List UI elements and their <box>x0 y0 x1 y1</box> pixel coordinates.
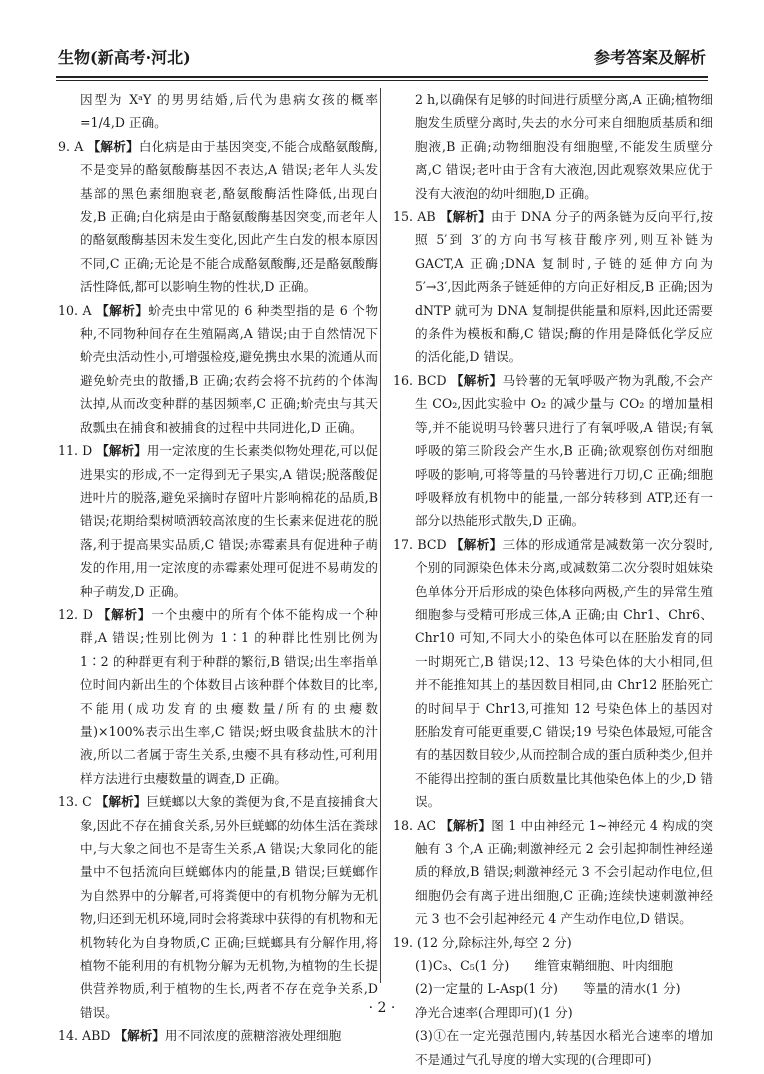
answer-text: 图 1 中由神经元 1~神经元 4 构成的突触有 3 个,A 正确;刺激神经元 2 会引起抑制性神经递质的释放,B 错误;刺激神经元 3 不会引起动作电位,但细胞仍会有离子进出细胞,C 正确;连续快速刺激神经元 3 也不会引起神经元 4 产生动作电位,D 错误。 <box>415 817 714 927</box>
answer-text: 三体的形成通常是减数第一次分裂时,个别的同源染色体未分离,或减数第二次分裂时姐妹染色单体分开后形成的染色体移向两极,产生的异常生殖细胞参与受精可形成三体,A 正确;由 Chr1、Chr6、Chr10 可知,不同大小的染色体可以在胚胎发育的同一时期死亡,B 错误;12、13 号染色体的大小相同,但并不能推知其上的基因数目相同,由 Chr12 胚胎死亡的时间早于 Chr13,可推知 12 号染色体上的基因对胚胎发育可能更重要,C 错误;19 号染色体最短,可能含有的基因数目较少,从而控制合成的蛋白质种类少,但并不能得出控制的蛋白质数量比其他染色体上的少,D 错误。 <box>415 536 714 810</box>
analysis-tag: 【解析】 <box>96 302 149 318</box>
header-title-right: 参考答案及解析 <box>593 48 706 67</box>
header-rule-thin <box>56 80 708 81</box>
answer-paragraph <box>58 603 378 790</box>
answer-paragraph <box>393 369 713 533</box>
answer-paragraph <box>58 439 378 603</box>
answer-text: 用一定浓度的生长素类似物处理花,可以促进果实的形成,不一定得到无子果实,A 错误;脱落酸促进叶片的脱落,避免采摘时存留叶片影响棉花的品质,B 错误;花期给梨树喷洒较高浓度的生长素来促进花的脱落,利于提高果实品质,C 错误;赤霉素具有促进种子萌发的作用,用一定浓度的赤霉素处理可促进不易萌发的种子萌发,D 正确。 <box>80 443 378 599</box>
answer-paragraph <box>58 299 378 439</box>
column-divider <box>380 88 381 983</box>
question-number: 17. BCD <box>393 536 447 552</box>
question-number: 19. <box>393 934 414 950</box>
answer-paragraph <box>393 977 713 1000</box>
analysis-tag: 【解析】 <box>95 794 147 810</box>
header-rule-thick <box>56 76 708 78</box>
answer-paragraph <box>393 88 713 205</box>
answer-paragraph <box>58 135 378 299</box>
question-number: 10. A <box>58 302 92 318</box>
answer-text: 一个虫瘿中的所有个体不能构成一个种群,A 错误;性别比例为 1∶1 的种群比性别比例为 1∶2 的种群更有利于种群的繁衍,B 错误;出生率指单位时间内新出生的个体数目占该种群个体数目的比率,不能用(成功发育的虫瘿数量/所有的虫瘿数量)×100%表示出生率,C 错误;蚜虫吸食盐肤木的汁液,所以二者属于寄生关系,虫瘿不具有移动性,可利用样方法进行虫瘿数量的调查,D 正确。 <box>80 606 378 786</box>
answer-paragraph <box>58 1024 378 1047</box>
question-number: 15. AB <box>393 209 436 225</box>
answer-text: 白化病是由于基因突变,不能合成酪氨酸酶,不是变异的酪氨酸酶基因不表达,A 错误;老年人头发基部的黑色素细胞衰老,酪氨酸酶活性降低,出现白发,B 正确;白化病是由于酪氨酸酶基因突变,而老年人的酪氨酸酶基因未发生变化,因此产生白发的根本原因不同,C 正确;无论是不能合成酪氨酸酶,还是酪氨酸酶活性降低,都可以影响生物的性状,D 正确。 <box>80 138 379 295</box>
right-column <box>393 88 713 1071</box>
answer-paragraph <box>393 954 713 977</box>
analysis-tag: 【解析】 <box>97 606 152 622</box>
analysis-tag: 【解析】 <box>114 1028 165 1044</box>
header-title-left: 生物(新高考·河北) <box>58 48 191 67</box>
analysis-tag: 【解析】 <box>96 443 147 459</box>
analysis-tag: 【解析】 <box>450 372 503 388</box>
question-number: 11. D <box>58 443 93 459</box>
analysis-tag: 【解析】 <box>440 817 492 833</box>
left-column <box>58 88 378 1048</box>
page-header <box>56 44 708 74</box>
question-number: 16. BCD <box>393 372 447 388</box>
answer-text: 2 h,以确保有足够的时间进行质壁分离,A 正确;植物细胞发生质壁分离时,失去的水分可来自细胞质基质和细胞液,B 正确;动物细胞没有细胞壁,不能发生质壁分离,C 错误;老叶由于含有大液泡,因此观察效果应优于没有大液泡的幼叶细胞,D 正确。 <box>415 92 713 201</box>
answer-text: (3)①在一定光强范围内,转基因水稻光合速率的增加不是通过气孔导度的增大实现的(合理即可) <box>415 1028 713 1067</box>
analysis-tag: 【解析】 <box>439 209 492 225</box>
answer-text: 蚧壳虫中常见的 6 种类型指的是 6 个物种,不同物种间存在生殖隔离,A 错误;由于自然情况下蚧壳虫活动性小,可增强检疫,避免携虫水果的流通从而避免蚧壳虫的散播,B 正确;农药会将不抗药的个体淘汰掉,从而改变种群的基因频率,C 正确;蚧壳虫与其天敌瓢虫在捕食和被捕食的过程中共同进化,D 正确。 <box>80 302 378 435</box>
answer-text: 马铃薯的无氧呼吸产物为乳酸,不会产生 CO₂,因此实验中 O₂ 的减少量与 CO₂ 的增加量相等,并不能说明马铃薯只进行了有氧呼吸,A 错误;有氧呼吸的第三阶段会产生水,B 正确;欲观察创伤对细胞呼吸的影响,可将等量的马铃薯进行刀切,C 正确;细胞呼吸释放有机物中的能量,一部分转移到 ATP,还有一部分以热能形式散失,D 正确。 <box>415 372 714 529</box>
answer-paragraph <box>393 533 713 814</box>
answer-text: (1)C₃、C₅(1 分) 维管束鞘细胞、叶肉细胞 <box>415 958 673 974</box>
answer-text: 巨蜣螂以大象的粪便为食,不是直接捕食大象,因此不存在捕食关系,另外巨蜣螂的幼体生活在粪球中,与大象之间也不是寄生关系,A 错误;大象同化的能量中不包括流向巨蜣螂体内的能量,B 错误;巨蜣螂作为自然界中的分解者,可将粪便中的有机物分解为无机物,归还到无机环境,同时会将粪球中获得的有机物和无机物转化为自身物质,C 正确;巨蜣螂具有分解作用,将植物不能利用的有机物分解为无机物,为植物的生长提供营养物质,利于植物的生长,两者不存在竞争关系,D 错误。 <box>80 794 379 1020</box>
answer-text: (12 分,除标注外,每空 2 分) <box>417 934 572 950</box>
question-number: 13. C <box>58 794 92 810</box>
answer-paragraph <box>393 814 713 931</box>
question-number: 18. AC <box>393 817 436 833</box>
question-number: 12. D <box>58 606 93 622</box>
answer-text: 用不同浓度的蔗糖溶液处理细胞 <box>164 1028 342 1044</box>
answer-text: 净光合速率(合理即可)(1 分) <box>415 1004 573 1020</box>
analysis-tag: 【解析】 <box>450 536 503 552</box>
answer-text: (2)一定量的 L-Asp(1 分) 等量的清水(1 分) <box>415 981 681 997</box>
answer-paragraph <box>393 205 713 369</box>
answer-paragraph <box>393 931 713 954</box>
answer-paragraph <box>58 790 378 1024</box>
answer-paragraph <box>58 88 378 135</box>
question-number: 9. A <box>58 138 84 154</box>
question-number: 14. ABD <box>58 1028 111 1044</box>
analysis-tag: 【解析】 <box>87 138 139 154</box>
page-number: · 2 · <box>368 1000 396 1016</box>
answer-text: 因型为 XᵃY 的男男结婚,后代为患病女孩的概率=1/4,D 正确。 <box>80 92 378 131</box>
answer-paragraph <box>393 1024 713 1071</box>
answer-text: 由于 DNA 分子的两条链为反向平行,按照 5′到 3′的方向书写核苷酸序列,则互补链为 GACT,A 正确;DNA 复制时,子链的延伸方向为 5′→3′,因此两条子链延伸的方向正好相反,B 正确;因为 dNTP 就可为 DNA 复制提供能量和原料,因此还需要的条件为模板和酶,C 错误;酶的作用是降低化学反应的活化能,D 错误。 <box>415 209 713 365</box>
